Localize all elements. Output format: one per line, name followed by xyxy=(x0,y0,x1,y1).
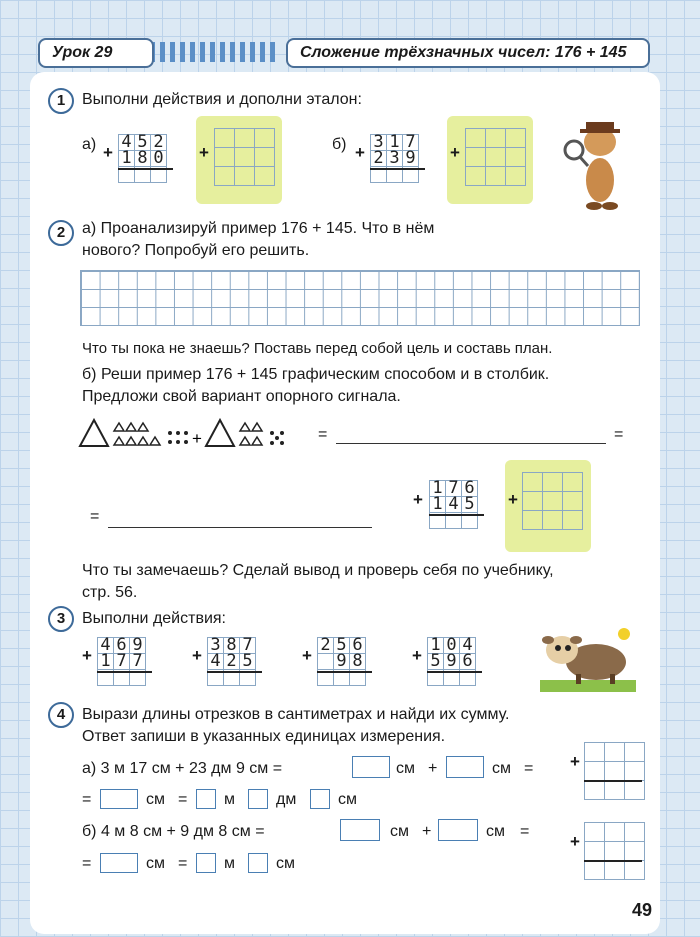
column-grid-4a[interactable] xyxy=(584,742,645,800)
equals: = xyxy=(614,426,624,443)
answer-box[interactable] xyxy=(352,756,390,778)
task-2-line-4: б) Реши пример 176 + 145 графическим способом и в столбик. xyxy=(82,366,550,383)
reference-grid-1b xyxy=(465,128,526,186)
task-1a-label: а) xyxy=(82,136,97,153)
task-2-line-1: а) Проанализируй пример 176 + 145. Что в нём xyxy=(82,220,435,237)
plus-sign: + xyxy=(450,143,460,162)
plus-sign: + xyxy=(302,646,312,665)
plus-sign: + xyxy=(413,490,423,509)
plus-sign: + xyxy=(412,646,422,665)
plus-sign: + xyxy=(508,490,518,509)
plus-sign: + xyxy=(199,143,209,162)
plus-sign: + xyxy=(428,760,438,777)
task-4b-expression: б) 4 м 8 см + 9 дм 8 см = xyxy=(82,823,265,840)
equals: = xyxy=(82,791,92,808)
column-grid-1a: 4 5 2 1 8 0 xyxy=(118,134,167,183)
answer-box[interactable] xyxy=(100,789,138,809)
task-2-line-2: нового? Попробуй его решить. xyxy=(82,242,310,259)
plus-sign: + xyxy=(355,143,365,162)
sum-line xyxy=(317,671,372,673)
answer-box[interactable] xyxy=(248,789,268,809)
plus-sign: + xyxy=(103,143,113,162)
sum-line xyxy=(370,168,425,170)
answer-box[interactable] xyxy=(340,819,380,841)
sheep-illustration xyxy=(540,620,636,692)
unit-m: м xyxy=(224,791,235,808)
column-grid-3-4: 1 0 4 5 9 6 xyxy=(427,637,476,686)
task-4-number: 4 xyxy=(48,702,74,728)
reference-grid-2 xyxy=(522,472,583,530)
sum-line xyxy=(207,671,262,673)
sum-line xyxy=(584,860,642,862)
sum-line xyxy=(118,168,173,170)
unit-cm: см xyxy=(338,791,357,808)
task-3-text: Выполни действия: xyxy=(82,610,226,627)
task-1-number: 1 xyxy=(48,88,74,114)
solution-grid[interactable] xyxy=(80,270,640,326)
unit-cm: см xyxy=(276,855,295,872)
unit-m: м xyxy=(224,855,235,872)
task-3-number: 3 xyxy=(48,606,74,632)
answer-line-2[interactable] xyxy=(108,527,372,528)
task-4-line-2: Ответ запиши в указанных единицах измерения. xyxy=(82,728,446,745)
reference-grid-1a xyxy=(214,128,275,186)
dog-detective-illustration xyxy=(560,108,638,212)
equals: = xyxy=(178,791,188,808)
answer-box[interactable] xyxy=(196,853,216,873)
plus-sign: + xyxy=(570,832,580,851)
column-grid-1b: 3 1 7 2 3 9 xyxy=(370,134,419,183)
sum-line xyxy=(427,671,482,673)
column-grid-2b: 1 7 6 1 4 5 xyxy=(429,480,478,529)
equals: = xyxy=(90,508,100,525)
equals: = xyxy=(82,855,92,872)
equals: = xyxy=(178,855,188,872)
answer-box[interactable] xyxy=(196,789,216,809)
answer-box[interactable] xyxy=(248,853,268,873)
unit-cm: см xyxy=(486,823,505,840)
answer-line-1[interactable] xyxy=(336,443,606,444)
task-2-line-3: Что ты пока не знаешь? Поставь перед собой цель и составь план. xyxy=(82,340,553,357)
task-1-text: Выполни действия и дополни эталон: xyxy=(82,91,362,108)
column-grid-3-2: 3 8 7 4 2 5 xyxy=(207,637,256,686)
task-1b-label: б) xyxy=(332,136,347,153)
unit-cm: см xyxy=(396,760,415,777)
lesson-tab: Урок 29 xyxy=(38,38,154,68)
sum-line xyxy=(584,780,642,782)
header-stripes xyxy=(150,42,278,62)
task-2-line-5: Предложи свой вариант опорного сигнала. xyxy=(82,388,401,405)
column-grid-3-1: 4 6 9 1 7 7 xyxy=(97,637,146,686)
topic-tab: Сложение трёхзначных чисел: 176 + 145 xyxy=(286,38,650,68)
unit-dm: дм xyxy=(276,791,297,808)
plus-sign: + xyxy=(82,646,92,665)
column-grid-4b[interactable] xyxy=(584,822,645,880)
answer-box[interactable] xyxy=(100,853,138,873)
unit-cm: см xyxy=(146,855,165,872)
answer-box[interactable] xyxy=(438,819,478,841)
equals: = xyxy=(524,760,534,777)
svg-text:+: + xyxy=(192,429,202,448)
task-2-line-7: стр. 56. xyxy=(82,584,138,601)
unit-cm: см xyxy=(390,823,409,840)
graphic-method-sign xyxy=(78,416,318,450)
unit-cm: см xyxy=(492,760,511,777)
unit-cm: см xyxy=(146,791,165,808)
task-4-line-1: Вырази длины отрезков в сантиметрах и найди их сумму. xyxy=(82,706,510,723)
task-2-number: 2 xyxy=(48,220,74,246)
column-grid-3-3: 2 5 6 9 8 xyxy=(317,637,366,686)
sum-line xyxy=(429,514,484,516)
equals: = xyxy=(318,426,328,443)
task-4a-expression: а) 3 м 17 см + 23 дм 9 см = xyxy=(82,760,283,777)
equals: = xyxy=(520,823,530,840)
plus-sign: + xyxy=(570,752,580,771)
answer-box[interactable] xyxy=(446,756,484,778)
task-2-line-6: Что ты замечаешь? Сделай вывод и проверь себя по учебнику, xyxy=(82,562,554,579)
plus-sign: + xyxy=(422,823,432,840)
plus-sign: + xyxy=(192,646,202,665)
sum-line xyxy=(97,671,152,673)
answer-box[interactable] xyxy=(310,789,330,809)
page-number: 49 xyxy=(631,900,652,920)
